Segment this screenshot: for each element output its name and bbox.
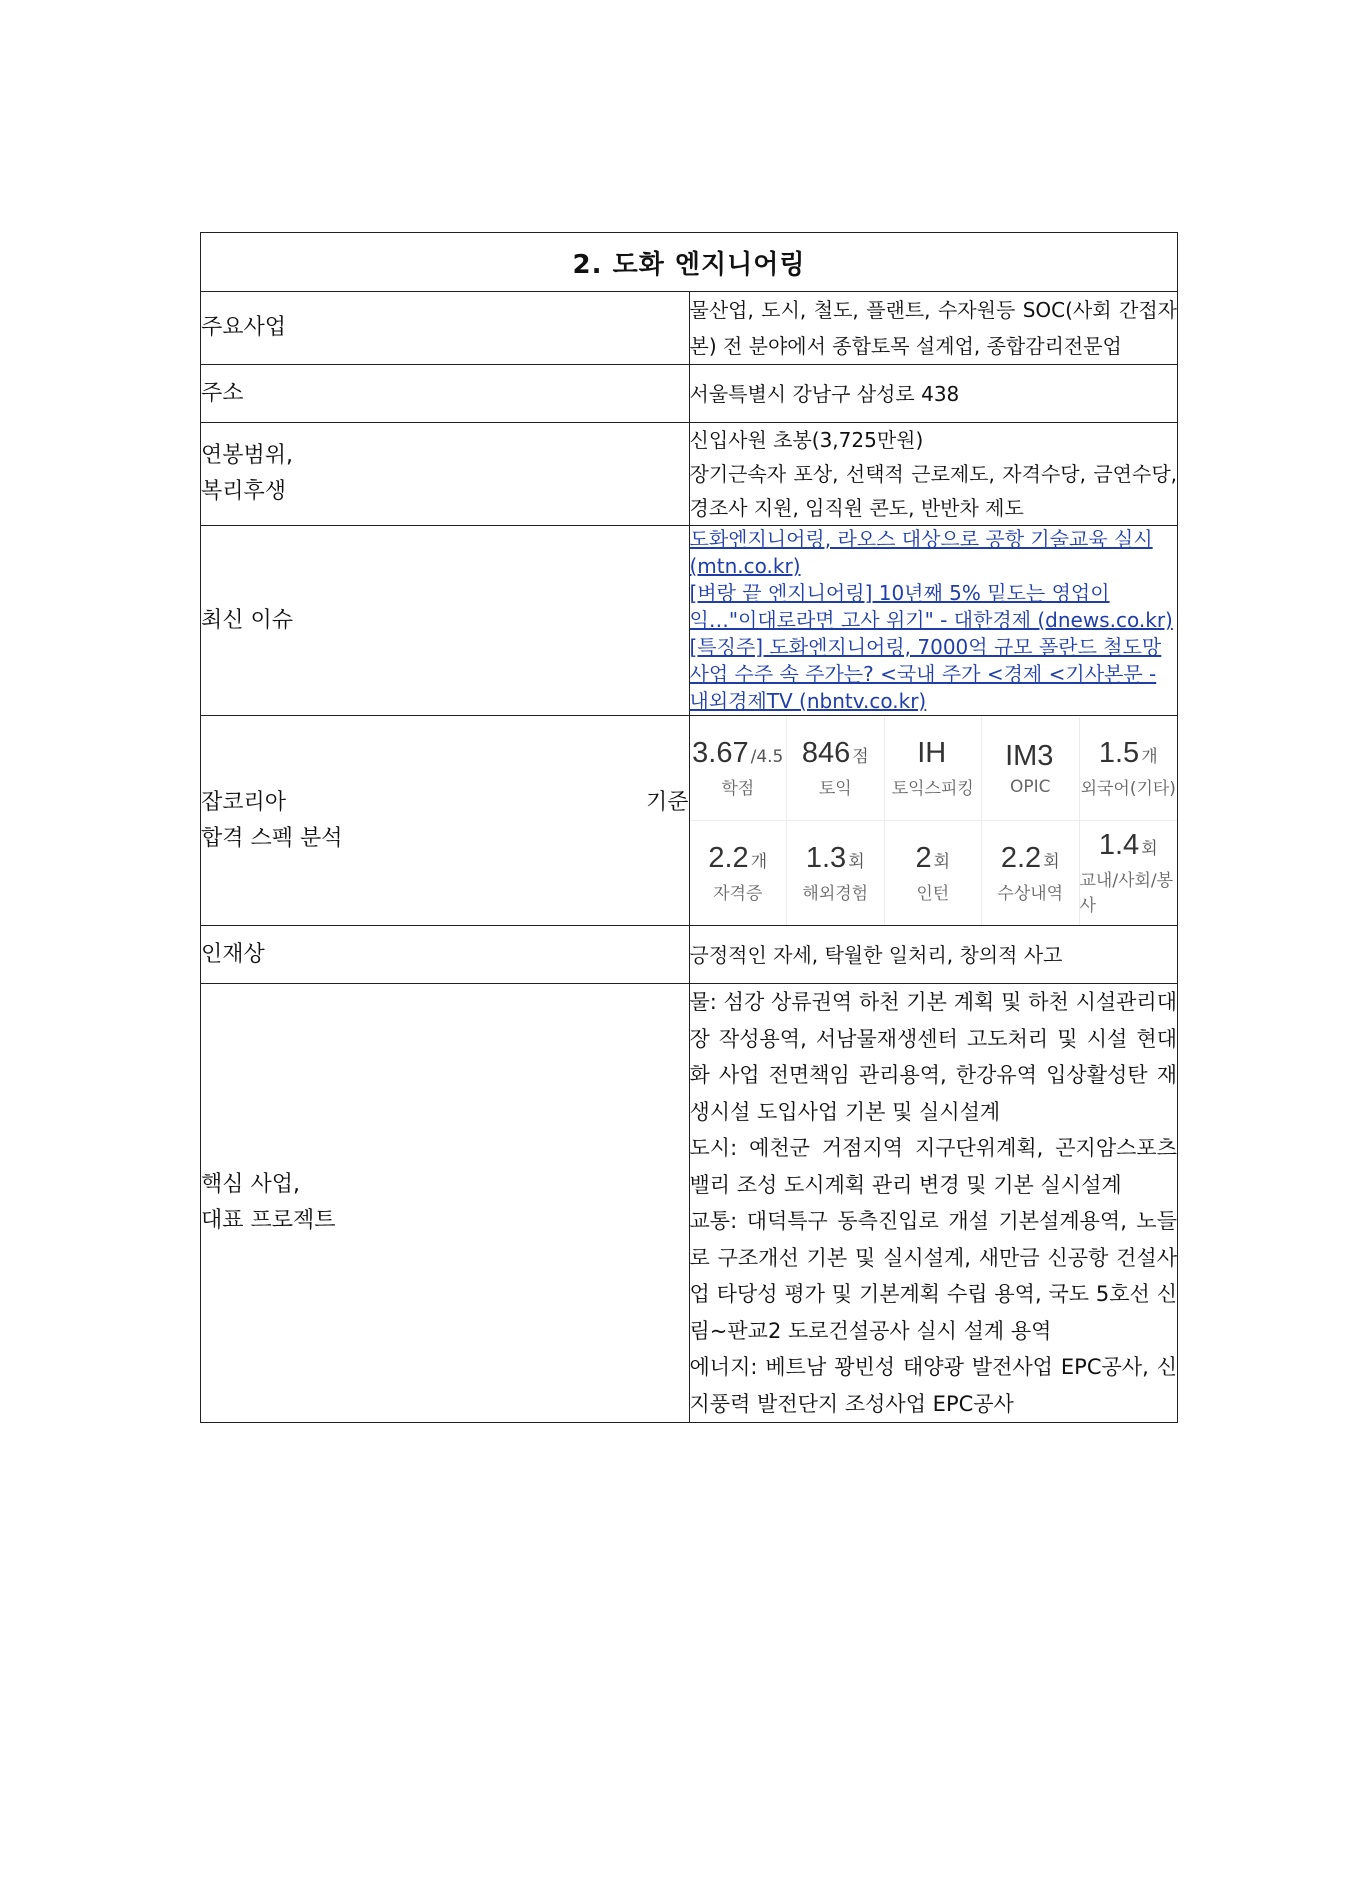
project-city: 도시: 예천군 거점지역 지구단위계획, 곤지암스포츠 밸리 조성 도시계획 관리 변경 및 기본 실시설계 [689,1136,1177,1197]
salary-row [201,423,1178,526]
spec-label-line1: 잡코리아 기준 [201,789,689,815]
project-water: 물: 섬강 상류권역 하천 기본 계획 및 하천 시설관리대장 작성용역, 서남물재생센터 고도처리 및 시설 현대화 사업 전면책임 관리용역, 한강유역 입상활성탄 재생시설 도입사업 기본 및 실시설계 [689,990,1177,1124]
projects-content [689,984,1178,1423]
spec-panel [689,716,1178,926]
spec-unit: 회 [933,851,951,872]
projects-label [201,984,690,1423]
spec-name: 인턴 [916,883,950,904]
project-traffic: 교통: 대덕특구 동측진입로 개설 기본설계용역, 노들로 구조개선 기본 및 실시설계, 새만금 신공항 건설사업 타당성 평가 및 기본계획 수립 용역, 국도 5호선 신림~판교2 도로건설공사 실시 설계 용역 [689,1209,1177,1343]
spec-item [690,717,788,821]
address-row [201,365,1178,423]
news-row [201,526,1178,716]
salary-label [201,423,690,526]
spec-value: IH [917,737,947,769]
spec-value: 3.67 [692,737,749,769]
spec-name: 수상내역 [997,883,1064,904]
news-links [689,526,1178,716]
document-page [200,232,1178,1423]
spec-item [885,821,983,925]
company-title: 2. 도화 엔지니어링 [201,233,1178,292]
spec-item [787,717,885,821]
spec-unit: /4.5 [750,747,784,767]
address-label: 주소 [201,365,690,423]
spec-item [1080,717,1178,821]
news-link-3[interactable]: [특징주] 도화엔지니어링, 7000억 규모 폴란드 철도망사업 수주 속 주가는? <국내 주가 <경제 <기사본문 - 내외경제TV (nbntv.co.kr) [689,635,1162,713]
talent-row [201,926,1178,984]
spec-grid [690,717,1178,925]
spec-item [787,821,885,925]
spec-value: 1.3 [805,841,847,874]
spec-value: IM3 [1005,739,1054,772]
salary-label-line2: 복리후생 [201,479,287,504]
spec-value: 846 [801,737,851,769]
projects-row [201,984,1178,1423]
news-label: 최신 이슈 [201,526,690,716]
spec-label [201,716,690,926]
spec-name: 자격증 [713,883,763,904]
business-label: 주요사업 [201,292,690,365]
spec-value: 2.2 [1000,841,1042,874]
spec-item [1080,821,1178,925]
salary-content [689,423,1178,526]
spec-row [201,716,1178,926]
spec-unit: 개 [750,851,768,872]
spec-label-line2: 합격 스펙 분석 [201,825,343,851]
spec-name: 외국어(기타) [1080,779,1176,799]
talent-label: 인재상 [201,926,690,984]
spec-value: 2.2 [708,841,749,874]
starting-salary: 신입사원 초봉(3,725만원) [689,428,924,452]
spec-name: 학점 [721,779,755,799]
salary-label-line1: 연봉범위, [201,443,294,468]
projects-label-line1: 핵심 사업, [201,1172,300,1197]
project-energy: 에너지: 베트남 꽝빈성 태양광 발전사업 EPC공사, 신지풍력 발전단지 조성사업 EPC공사 [689,1355,1177,1416]
spec-value: 1.4 [1098,829,1140,861]
spec-unit: 점 [852,747,869,767]
spec-item [982,821,1080,925]
spec-item [982,717,1080,821]
spec-unit: 개 [1141,747,1158,767]
spec-item [885,717,983,821]
title-row [201,233,1178,292]
talent-text: 긍정적인 자세, 탁월한 일처리, 창의적 사고 [689,926,1178,984]
news-link-2[interactable]: [벼랑 끝 엔지니어링] 10년째 5% 밑도는 영업이익…"이대로라면 고사 위기" - 대한경제 (dnews.co.kr) [689,581,1173,632]
spec-name: OPIC [1009,776,1051,797]
spec-item [690,821,788,925]
address-text: 서울특별시 강남구 삼성로 438 [689,365,1178,423]
spec-unit: 회 [1141,839,1158,859]
business-row [201,292,1178,365]
spec-name: 교내/사회/봉사 [1079,871,1174,916]
spec-name: 해외경험 [802,883,869,904]
benefits-text: 장기근속자 포상, 선택적 근로제도, 자격수당, 금연수당, 경조사 지원, 임직원 콘도, 반반차 제도 [689,462,1177,520]
spec-unit: 회 [1043,851,1060,872]
company-info-table [200,232,1178,1423]
news-link-1[interactable]: 도화엔지니어링, 라오스 대상으로 공항 기술교육 실시 (mtn.co.kr) [689,527,1153,578]
projects-label-line2: 대표 프로젝트 [201,1208,336,1233]
business-text: 물산업, 도시, 철도, 플랜트, 수자원등 SOC(사회 간접자본) 전 분야에서 종합토목 설계업, 종합감리전문업 [689,292,1178,365]
spec-value: 2 [915,841,932,874]
spec-value: 1.5 [1098,737,1140,769]
spec-name: 토익 [818,779,852,799]
spec-name: 토익스피킹 [891,779,974,799]
spec-unit: 회 [848,851,865,872]
